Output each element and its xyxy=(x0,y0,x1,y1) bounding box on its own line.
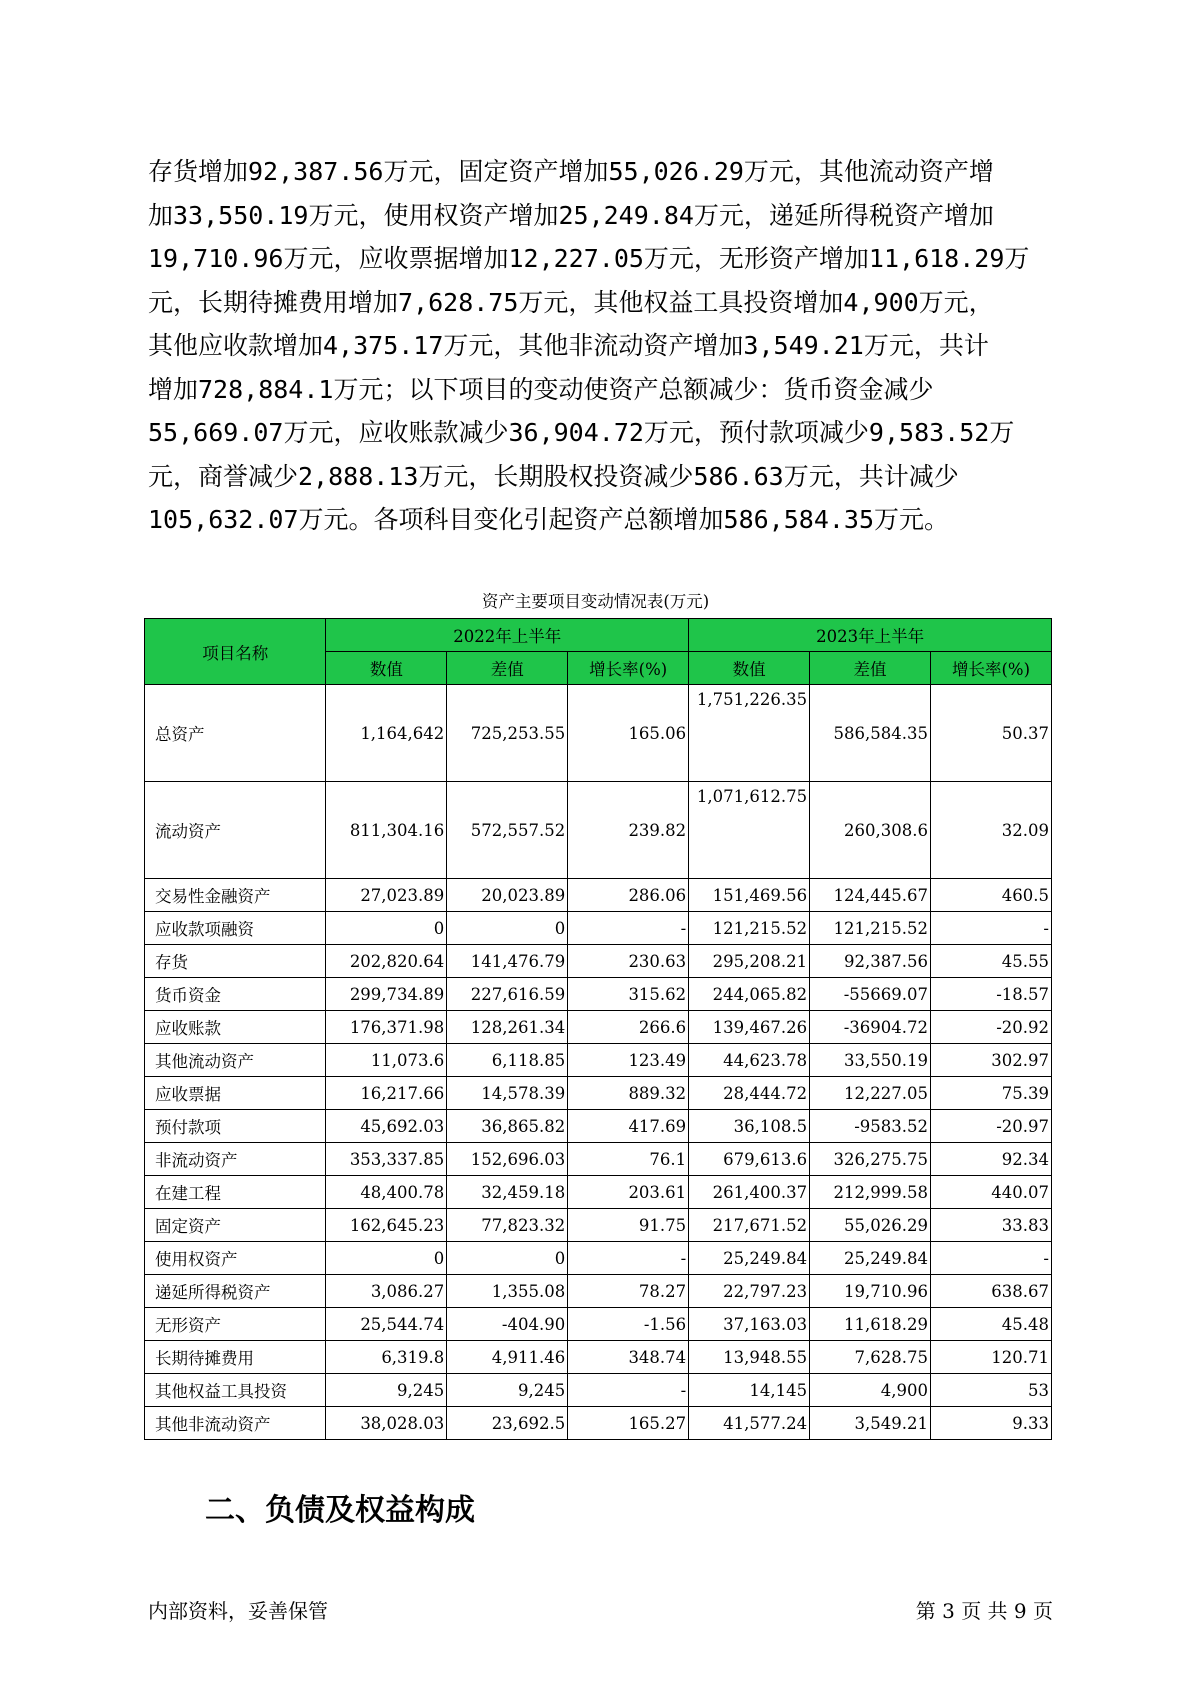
table-row xyxy=(145,1110,1052,1143)
cell-value: 460.5 xyxy=(931,879,1052,912)
cell-value: -9583.52 xyxy=(810,1110,931,1143)
cell-value: 440.07 xyxy=(931,1176,1052,1209)
cell-value: 348.74 xyxy=(568,1341,689,1374)
cell-value: 212,999.58 xyxy=(810,1176,931,1209)
cell-value: 261,400.37 xyxy=(689,1176,810,1209)
cell-value: 121,215.52 xyxy=(810,912,931,945)
paragraph-line: 19,710.96万元，应收票据增加12,227.05万元，无形资产增加11,618.29万 xyxy=(148,244,1030,273)
row-label: 长期待摊费用 xyxy=(145,1341,326,1374)
table-row xyxy=(145,1341,1052,1374)
cell-value: 55,026.29 xyxy=(810,1209,931,1242)
table-row xyxy=(145,912,1052,945)
cell-value: 14,578.39 xyxy=(447,1077,568,1110)
header-period-2023: 2023年上半年 xyxy=(689,619,1052,652)
cell-value: 36,108.5 xyxy=(689,1110,810,1143)
paragraph-line: 加33,550.19万元，使用权资产增加25,249.84万元，递延所得税资产增加 xyxy=(148,200,994,230)
cell-value: - xyxy=(931,1242,1052,1275)
cell-value: 92,387.56 xyxy=(810,945,931,978)
table-row xyxy=(145,1209,1052,1242)
cell-value: 0 xyxy=(326,1242,447,1275)
cell-value: 4,911.46 xyxy=(447,1341,568,1374)
cell-value: 638.67 xyxy=(931,1275,1052,1308)
table-row xyxy=(145,945,1052,978)
cell-value: 165.06 xyxy=(568,685,689,782)
cell-value: 123.49 xyxy=(568,1044,689,1077)
cell-value: 0 xyxy=(326,912,447,945)
cell-value: - xyxy=(568,1242,689,1275)
cell-value: 260,308.6 xyxy=(810,782,931,879)
cell-value: 23,692.5 xyxy=(447,1407,568,1440)
cell-value: 45.48 xyxy=(931,1308,1052,1341)
row-label: 使用权资产 xyxy=(145,1242,326,1275)
sub-header: 增长率(%) xyxy=(931,652,1052,685)
paragraph-line: 55,669.07万元，应收账款减少36,904.72万元，预付款项减少9,583.52万 xyxy=(148,418,1015,447)
cell-value: 37,163.03 xyxy=(689,1308,810,1341)
cell-value: 14,145 xyxy=(689,1374,810,1407)
header-period-2022: 2022年上半年 xyxy=(326,619,689,652)
cell-value: 302.97 xyxy=(931,1044,1052,1077)
cell-value: - xyxy=(931,912,1052,945)
cell-value: 725,253.55 xyxy=(447,685,568,782)
table-row xyxy=(145,1143,1052,1176)
cell-value: 811,304.16 xyxy=(326,782,447,879)
cell-value: 25,249.84 xyxy=(810,1242,931,1275)
cell-value: 128,261.34 xyxy=(447,1011,568,1044)
row-label: 在建工程 xyxy=(145,1176,326,1209)
cell-value: 6,118.85 xyxy=(447,1044,568,1077)
cell-value: 679,613.6 xyxy=(689,1143,810,1176)
row-label: 应收票据 xyxy=(145,1077,326,1110)
cell-value: 353,337.85 xyxy=(326,1143,447,1176)
row-label: 递延所得税资产 xyxy=(145,1275,326,1308)
table-row xyxy=(145,1407,1052,1440)
cell-value: 53 xyxy=(931,1374,1052,1407)
paragraph-line: 元，长期待摊费用增加7,628.75万元，其他权益工具投资增加4,900万元， xyxy=(148,287,994,317)
cell-value: - xyxy=(568,1374,689,1407)
cell-value: 176,371.98 xyxy=(326,1011,447,1044)
cell-value: 45,692.03 xyxy=(326,1110,447,1143)
paragraph-line: 其他应收款增加4,375.17万元，其他非流动资产增加3,549.21万元，共计 xyxy=(148,331,989,360)
cell-value: 48,400.78 xyxy=(326,1176,447,1209)
row-label: 无形资产 xyxy=(145,1308,326,1341)
row-label: 其他非流动资产 xyxy=(145,1407,326,1440)
section-heading: 二、负债及权益构成 xyxy=(205,1493,475,1528)
cell-value: 9,245 xyxy=(326,1374,447,1407)
row-label: 预付款项 xyxy=(145,1110,326,1143)
cell-value: 244,065.82 xyxy=(689,978,810,1011)
row-label: 应收账款 xyxy=(145,1011,326,1044)
cell-value: 20,023.89 xyxy=(447,879,568,912)
cell-value: 78.27 xyxy=(568,1275,689,1308)
cell-value: 22,797.23 xyxy=(689,1275,810,1308)
cell-value: -20.97 xyxy=(931,1110,1052,1143)
sub-header: 数值 xyxy=(326,652,447,685)
table-row xyxy=(145,1308,1052,1341)
cell-value: 326,275.75 xyxy=(810,1143,931,1176)
table-row xyxy=(145,1077,1052,1110)
sub-header: 增长率(%) xyxy=(568,652,689,685)
row-label: 货币资金 xyxy=(145,978,326,1011)
cell-value: 3,549.21 xyxy=(810,1407,931,1440)
cell-value: 1,071,612.75 xyxy=(689,782,810,879)
cell-value: 1,164,642 xyxy=(326,685,447,782)
cell-value: 36,865.82 xyxy=(447,1110,568,1143)
cell-value: 266.6 xyxy=(568,1011,689,1044)
cell-value: 586,584.35 xyxy=(810,685,931,782)
row-label: 其他流动资产 xyxy=(145,1044,326,1077)
header-item-name: 项目名称 xyxy=(145,619,326,685)
cell-value: 76.1 xyxy=(568,1143,689,1176)
cell-value: 165.27 xyxy=(568,1407,689,1440)
paragraph-line: 存货增加92,387.56万元，固定资产增加55,026.29万元，其他流动资产增 xyxy=(148,157,994,186)
page-number: 第 3 页 共 9 页 xyxy=(915,1599,1053,1623)
cell-value: 121,215.52 xyxy=(689,912,810,945)
cell-value: 11,073.6 xyxy=(326,1044,447,1077)
sub-header: 差值 xyxy=(447,652,568,685)
cell-value: 32,459.18 xyxy=(447,1176,568,1209)
table-row xyxy=(145,1242,1052,1275)
cell-value: 45.55 xyxy=(931,945,1052,978)
sub-header: 数值 xyxy=(689,652,810,685)
cell-value: 217,671.52 xyxy=(689,1209,810,1242)
cell-value: - xyxy=(568,912,689,945)
row-label: 存货 xyxy=(145,945,326,978)
cell-value: 889.32 xyxy=(568,1077,689,1110)
table-row xyxy=(145,1011,1052,1044)
cell-value: -55669.07 xyxy=(810,978,931,1011)
cell-value: 315.62 xyxy=(568,978,689,1011)
cell-value: 75.39 xyxy=(931,1077,1052,1110)
cell-value: 25,249.84 xyxy=(689,1242,810,1275)
cell-value: 27,023.89 xyxy=(326,879,447,912)
cell-value: 1,751,226.35 xyxy=(689,685,810,782)
cell-value: 239.82 xyxy=(568,782,689,879)
cell-value: 162,645.23 xyxy=(326,1209,447,1242)
cell-value: 44,623.78 xyxy=(689,1044,810,1077)
cell-value: 32.09 xyxy=(931,782,1052,879)
row-label: 非流动资产 xyxy=(145,1143,326,1176)
cell-value: 572,557.52 xyxy=(447,782,568,879)
row-label: 交易性金融资产 xyxy=(145,879,326,912)
cell-value: 151,469.56 xyxy=(689,879,810,912)
cell-value: 139,467.26 xyxy=(689,1011,810,1044)
cell-value: -1.56 xyxy=(568,1308,689,1341)
table-row xyxy=(145,1374,1052,1407)
cell-value: 124,445.67 xyxy=(810,879,931,912)
cell-value: 7,628.75 xyxy=(810,1341,931,1374)
cell-value: 227,616.59 xyxy=(447,978,568,1011)
cell-value: 92.34 xyxy=(931,1143,1052,1176)
cell-value: 141,476.79 xyxy=(447,945,568,978)
cell-value: -18.57 xyxy=(931,978,1052,1011)
row-label: 应收款项融资 xyxy=(145,912,326,945)
cell-value: 91.75 xyxy=(568,1209,689,1242)
cell-value: -36904.72 xyxy=(810,1011,931,1044)
cell-value: 0 xyxy=(447,912,568,945)
cell-value: 152,696.03 xyxy=(447,1143,568,1176)
cell-value: 33,550.19 xyxy=(810,1044,931,1077)
table-row xyxy=(145,1176,1052,1209)
cell-value: -404.90 xyxy=(447,1308,568,1341)
cell-value: 77,823.32 xyxy=(447,1209,568,1242)
table-row xyxy=(145,1275,1052,1308)
cell-value: 202,820.64 xyxy=(326,945,447,978)
row-label: 固定资产 xyxy=(145,1209,326,1242)
cell-value: 3,086.27 xyxy=(326,1275,447,1308)
cell-value: -20.92 xyxy=(931,1011,1052,1044)
table-row xyxy=(145,782,1052,879)
paragraph-line: 增加728,884.1万元；以下项目的变动使资产总额减少：货币资金减少 xyxy=(148,374,934,404)
cell-value: 4,900 xyxy=(810,1374,931,1407)
cell-value: 286.06 xyxy=(568,879,689,912)
cell-value: 28,444.72 xyxy=(689,1077,810,1110)
paragraph-line: 元，商誉减少2,888.13万元，长期股权投资减少586.63万元，共计减少 xyxy=(148,461,959,491)
cell-value: 299,734.89 xyxy=(326,978,447,1011)
cell-value: 0 xyxy=(447,1242,568,1275)
body-paragraph xyxy=(148,150,1053,542)
cell-value: 203.61 xyxy=(568,1176,689,1209)
cell-value: 6,319.8 xyxy=(326,1341,447,1374)
cell-value: 12,227.05 xyxy=(810,1077,931,1110)
cell-value: 25,544.74 xyxy=(326,1308,447,1341)
row-label: 其他权益工具投资 xyxy=(145,1374,326,1407)
cell-value: 13,948.55 xyxy=(689,1341,810,1374)
cell-value: 41,577.24 xyxy=(689,1407,810,1440)
assets-change-table xyxy=(144,618,1052,1440)
cell-value: 230.63 xyxy=(568,945,689,978)
row-label: 总资产 xyxy=(145,685,326,782)
footer-note: 内部资料，妥善保管 xyxy=(148,1599,328,1623)
table-row xyxy=(145,1044,1052,1077)
sub-header: 差值 xyxy=(810,652,931,685)
paragraph-line: 105,632.07万元。各项科目变化引起资产总额增加586,584.35万元。 xyxy=(148,505,950,534)
cell-value: 1,355.08 xyxy=(447,1275,568,1308)
cell-value: 33.83 xyxy=(931,1209,1052,1242)
table-row xyxy=(145,978,1052,1011)
table-caption: 资产主要项目变动情况表(万元) xyxy=(481,592,710,611)
cell-value: 11,618.29 xyxy=(810,1308,931,1341)
row-label: 流动资产 xyxy=(145,782,326,879)
cell-value: 9.33 xyxy=(931,1407,1052,1440)
cell-value: 9,245 xyxy=(447,1374,568,1407)
cell-value: 295,208.21 xyxy=(689,945,810,978)
table-row xyxy=(145,879,1052,912)
cell-value: 16,217.66 xyxy=(326,1077,447,1110)
cell-value: 417.69 xyxy=(568,1110,689,1143)
cell-value: 19,710.96 xyxy=(810,1275,931,1308)
cell-value: 38,028.03 xyxy=(326,1407,447,1440)
table-row xyxy=(145,685,1052,782)
cell-value: 120.71 xyxy=(931,1341,1052,1374)
cell-value: 50.37 xyxy=(931,685,1052,782)
